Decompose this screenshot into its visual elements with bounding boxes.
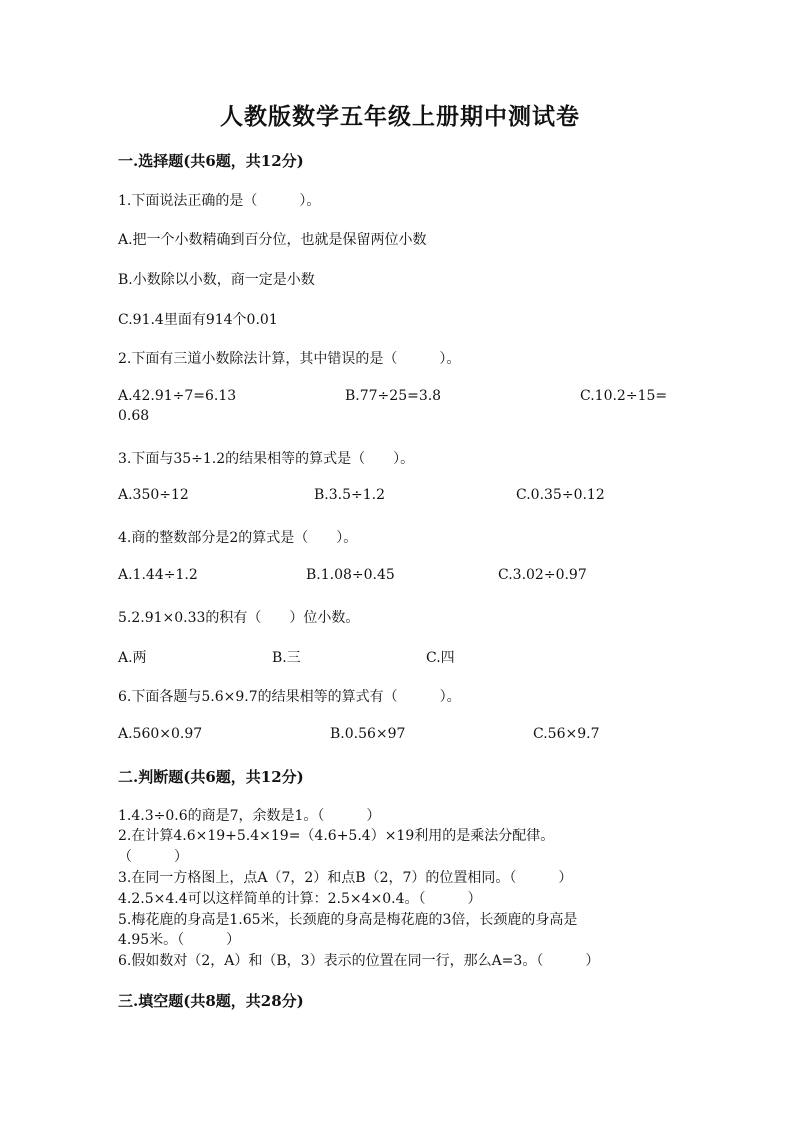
tf-item-2-continued: （ ） bbox=[118, 849, 188, 865]
tf-item-2: 2.在计算4.6×19+5.4×19=（4.6+5.4）×19利用的是乘法分配律。 bbox=[118, 828, 555, 844]
tf-item-4: 4.2.5×4.4可以这样简单的计算：2.5×4×0.4。（ ） bbox=[118, 891, 482, 907]
question-5-option-b: B.三 bbox=[272, 650, 301, 666]
question-4-option-c: C.3.02÷0.97 bbox=[498, 567, 587, 583]
section-heading-fill-blank: 三.填空题(共8题，共28分) bbox=[118, 992, 304, 1010]
question-1-stem: 1.下面说法正确的是（ ）。 bbox=[118, 193, 321, 209]
question-3-option-b: B.3.5÷1.2 bbox=[314, 487, 385, 503]
section-heading-choice: 一.选择题(共6题，共12分) bbox=[118, 152, 304, 170]
question-6-stem: 6.下面各题与5.6×9.7的结果相等的算式有（ ）。 bbox=[118, 689, 461, 705]
question-3-stem: 3.下面与35÷1.2的结果相等的算式是（ ）。 bbox=[118, 451, 415, 467]
question-5-option-a: A.两 bbox=[118, 650, 147, 666]
tf-item-5-continued: 4.95米。（ ） bbox=[118, 932, 241, 948]
question-2-stem: 2.下面有三道小数除法计算，其中错误的是（ ）。 bbox=[118, 351, 461, 367]
page-title: 人教版数学五年级上册期中测试卷 bbox=[220, 103, 580, 130]
question-4-option-a: A.1.44÷1.2 bbox=[118, 567, 198, 583]
question-6-option-c: C.56×9.7 bbox=[533, 726, 600, 742]
question-2-option-a: A.42.91÷7=6.13 bbox=[118, 388, 237, 404]
section-heading-true-false: 二.判断题(共6题，共12分) bbox=[118, 768, 304, 786]
question-1-option-b: B.小数除以小数，商一定是小数 bbox=[118, 272, 315, 288]
question-2-option-c: C.10.2÷15= bbox=[580, 388, 668, 404]
question-1-option-a: A.把一个小数精确到百分位，也就是保留两位小数 bbox=[118, 232, 427, 248]
question-4-option-b: B.1.08÷0.45 bbox=[306, 567, 395, 583]
question-3-option-c: C.0.35÷0.12 bbox=[516, 487, 605, 503]
question-4-stem: 4.商的整数部分是2的算式是（ ）。 bbox=[118, 530, 358, 546]
question-5-option-c: C.四 bbox=[426, 650, 455, 666]
question-6-option-a: A.560×0.97 bbox=[118, 726, 203, 742]
tf-item-6: 6.假如数对（2，A）和（B，3）表示的位置在同一行，那么A=3。（ ） bbox=[118, 953, 600, 969]
question-2-option-b: B.77÷25=3.8 bbox=[345, 388, 442, 404]
question-3-option-a: A.350÷12 bbox=[118, 487, 189, 503]
question-5-stem: 5.2.91×0.33的积有（ ）位小数。 bbox=[118, 610, 360, 626]
tf-item-3: 3.在同一方格图上，点A（7，2）和点B（2，7）的位置相同。（ ） bbox=[118, 870, 573, 886]
tf-item-1: 1.4.3÷0.6的商是7，余数是1。（ ） bbox=[118, 808, 381, 824]
question-6-option-b: B.0.56×97 bbox=[330, 726, 406, 742]
tf-item-5: 5.梅花鹿的身高是1.65米，长颈鹿的身高是梅花鹿的3倍，长颈鹿的身高是 bbox=[118, 912, 578, 928]
question-2-option-c-continued: 0.68 bbox=[118, 408, 150, 424]
question-1-option-c: C.91.4里面有914个0.01 bbox=[118, 312, 278, 328]
